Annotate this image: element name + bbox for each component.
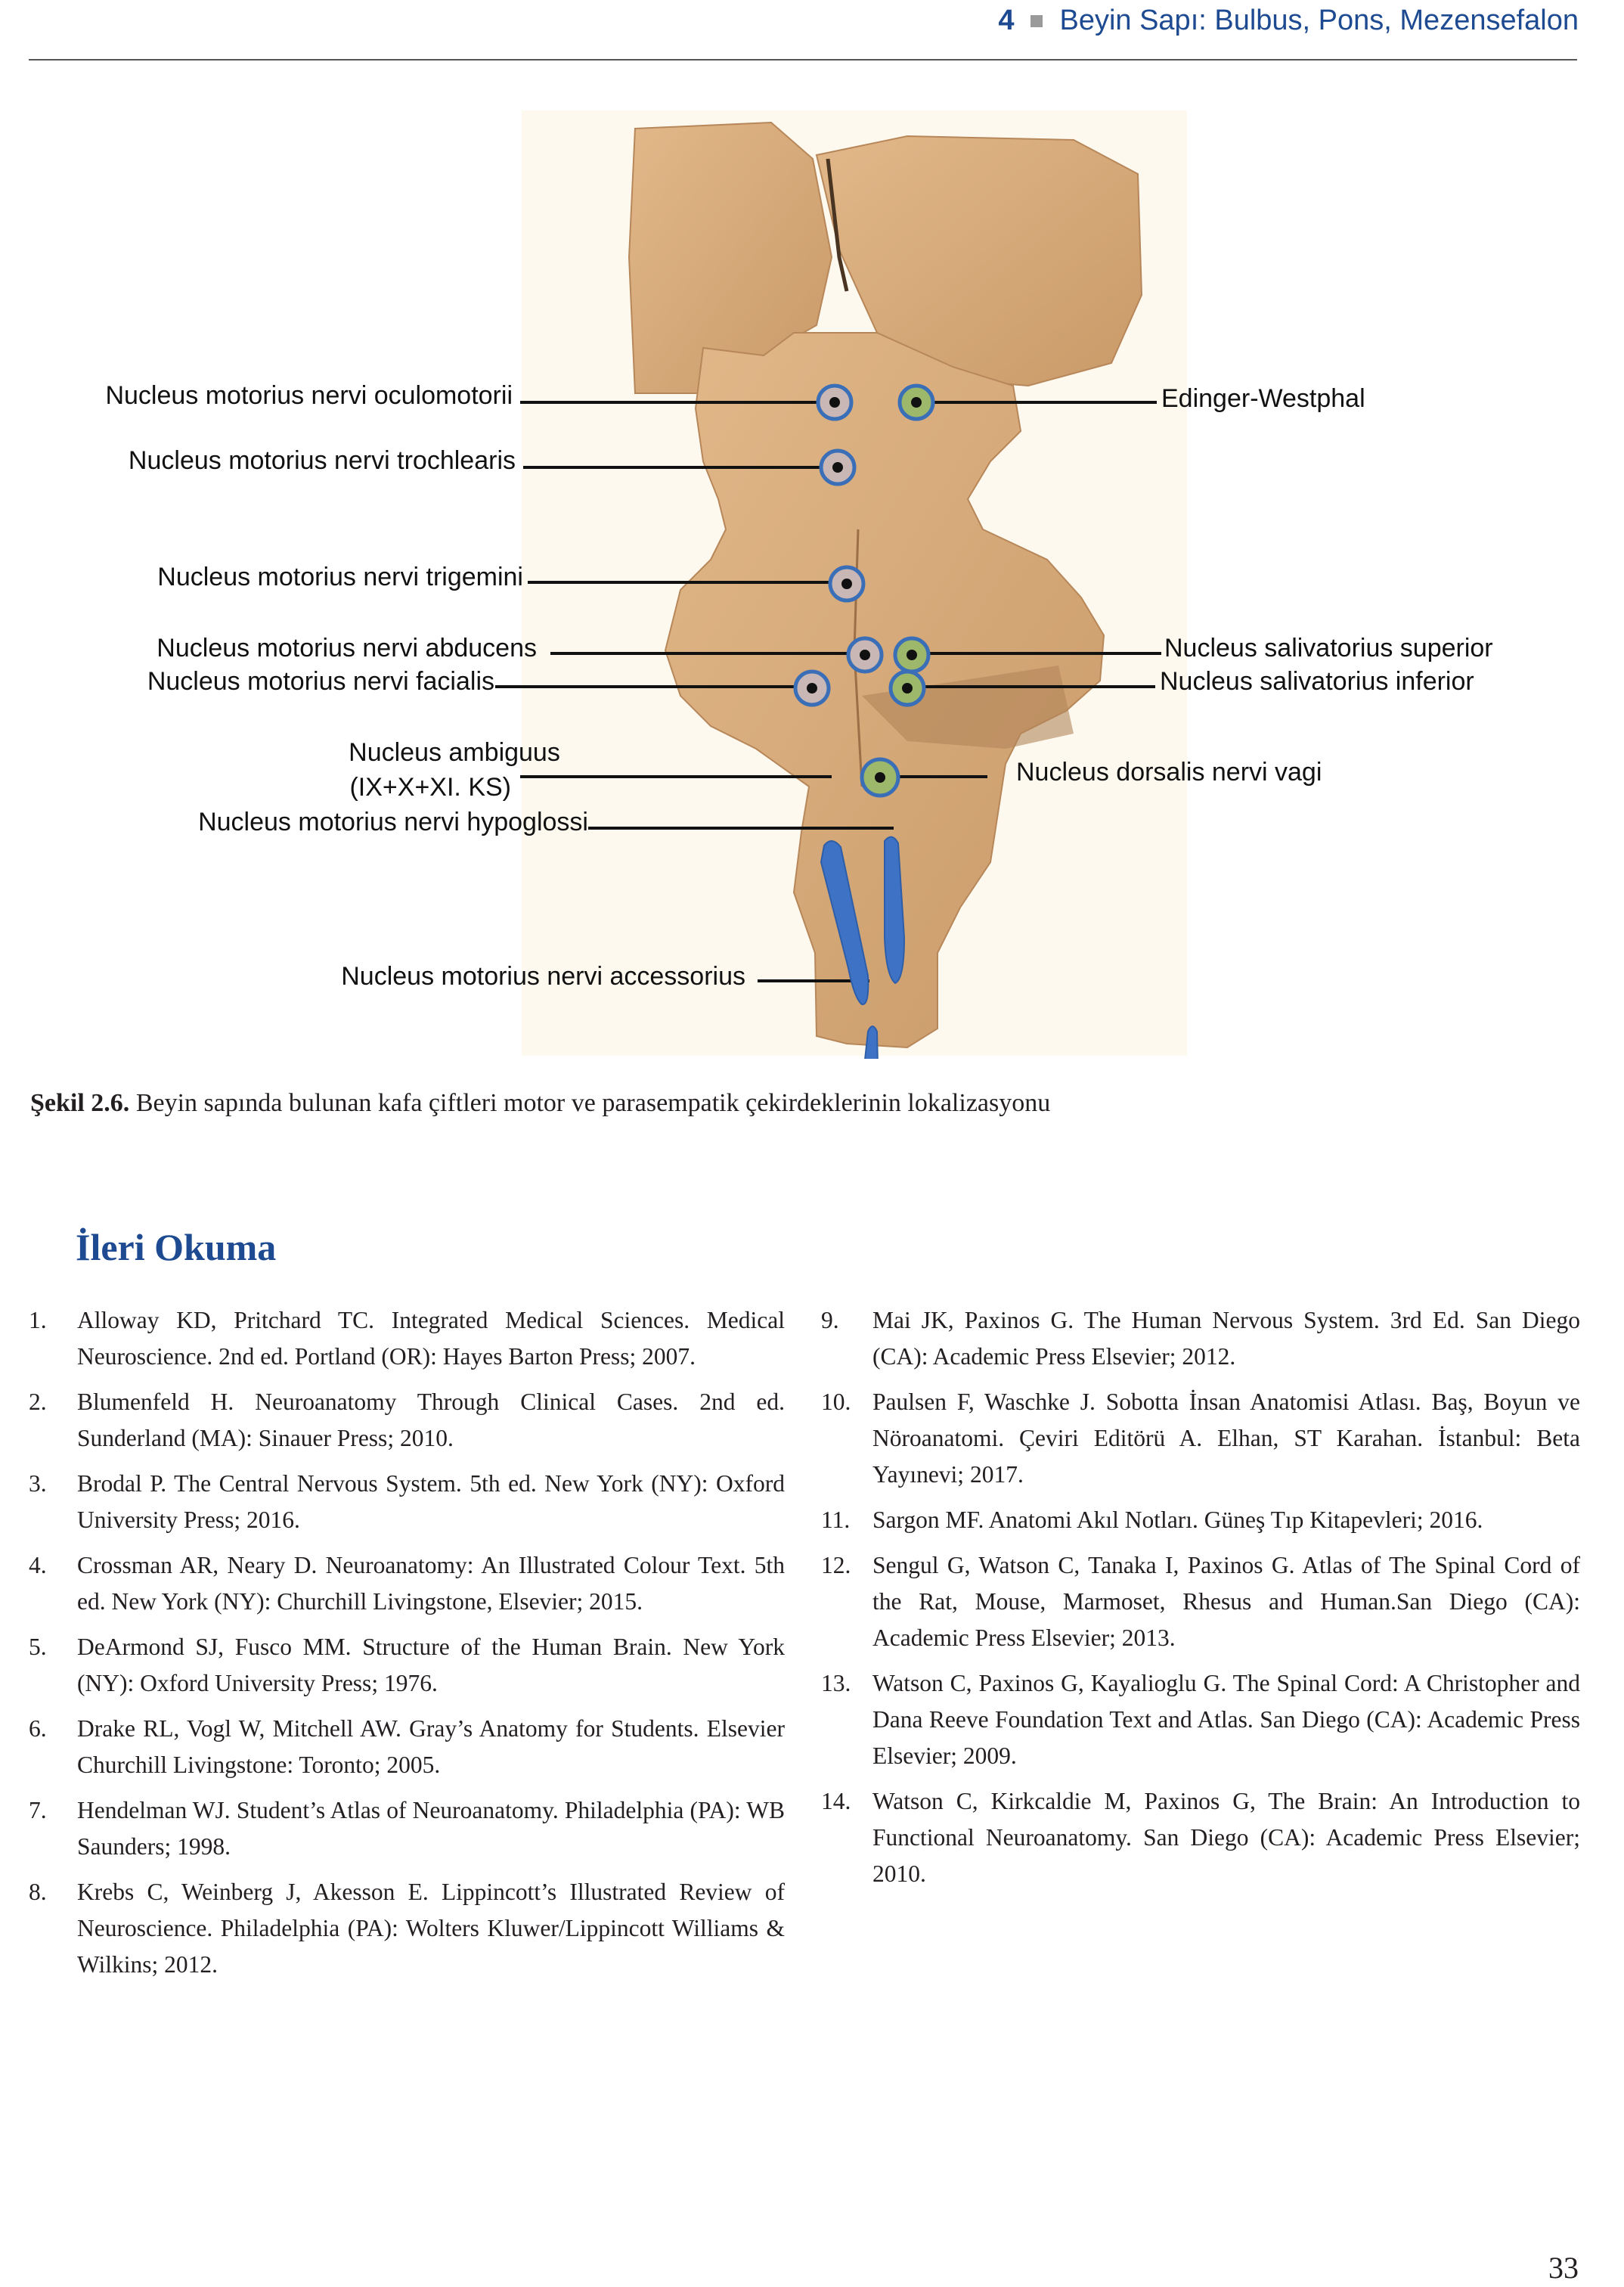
brainstem-figure	[0, 106, 1624, 1059]
reference-text: DeArmond SJ, Fusco MM. Structure of the Human Brain. New York (NY): Oxford University Press; 1976.	[77, 1634, 785, 1696]
square-bullet-icon	[1030, 15, 1043, 27]
label-trochlearis: Nucleus motorius nervi trochlearis	[128, 446, 516, 475]
reference-text: Alloway KD, Pritchard TC. Integrated Medical Sciences. Medical Neuroscience. 2nd ed. Portland (OR): Hayes Barton Press; 2007.	[77, 1307, 785, 1370]
reference-number: 12.	[821, 1552, 851, 1578]
label-abducens: Nucleus motorius nervi abducens	[157, 634, 537, 663]
page-number: 33	[1548, 2251, 1579, 2285]
reference-text: Watson C, Paxinos G, Kayalioglu G. The Spinal Cord: A Christopher and Dana Reeve Foundation Text and Atlas. San Diego (CA): Academic Press Elsevier; 2009.	[872, 1670, 1580, 1769]
reference-number: 1.	[29, 1307, 47, 1333]
reference-number: 3.	[29, 1470, 47, 1497]
label-trigemini: Nucleus motorius nervi trigemini	[157, 563, 523, 591]
marker-dot	[902, 683, 913, 694]
reference-number: 6.	[29, 1715, 47, 1742]
reference-text: Brodal P. The Central Nervous System. 5th ed. New York (NY): Oxford University Press; 2016.	[77, 1470, 785, 1533]
running-head	[998, 5, 1579, 37]
reference-number: 2.	[29, 1389, 47, 1415]
reference-text: Mai JK, Paxinos G. The Human Nervous System. 3rd Ed. San Diego (CA): Academic Press Elsevier; 2012.	[872, 1307, 1580, 1370]
reference-text: Paulsen F, Waschke J. Sobotta İnsan Anatomisi Atlası. Baş, Boyun ve Nöroanatomi. Çeviri Editörü A. Elhan, ST Karahan. İstanbul: Beta Yayınevi; 2017.	[872, 1389, 1580, 1488]
references-right-column	[821, 1302, 1580, 1901]
marker-dot	[860, 650, 870, 660]
reference-item	[821, 1547, 1580, 1656]
reference-text: Blumenfeld H. Neuroanatomy Through Clinical Cases. 2nd ed. Sunderland (MA): Sinauer Press; 2010.	[77, 1389, 785, 1451]
reference-number: 7.	[29, 1797, 47, 1823]
chapter-title: Beyin Sapı: Bulbus, Pons, Mezensefalon	[1059, 5, 1579, 36]
reference-item	[29, 1629, 785, 1702]
marker-dot	[841, 579, 852, 589]
label-hypoglossi: Nucleus motorius nervi hypoglossi	[198, 808, 588, 836]
reference-text: Crossman AR, Neary D. Neuroanatomy: An Illustrated Colour Text. 5th ed. New York (NY): Churchill Livingstone, Elsevier; 2015.	[77, 1552, 785, 1615]
label-accessorius: Nucleus motorius nervi accessorius	[341, 962, 745, 991]
marker-dot	[807, 683, 817, 694]
label-salivatorius-superior: Nucleus salivatorius superior	[1164, 634, 1493, 663]
reference-item	[29, 1466, 785, 1538]
reference-item	[29, 1547, 785, 1620]
label-edinger-westphal: Edinger-Westphal	[1161, 384, 1365, 413]
label-ambiguus: Nucleus ambiguus	[349, 738, 560, 767]
label-dorsalis-vagi: Nucleus dorsalis nervi vagi	[1016, 758, 1322, 787]
figure-caption	[30, 1089, 1050, 1118]
reference-text: Sargon MF. Anatomi Akıl Notları. Güneş Tıp Kitapevleri; 2016.	[872, 1507, 1483, 1533]
reference-text: Krebs C, Weinberg J, Akesson E. Lippincott’s Illustrated Review of Neuroscience. Philadelphia (PA): Wolters Kluwer/Lippincott Williams & Wilkins; 2012.	[77, 1879, 785, 1978]
reference-item	[821, 1502, 1580, 1538]
reference-number: 14.	[821, 1788, 851, 1814]
marker-dot	[907, 650, 917, 660]
reference-number: 4.	[29, 1552, 47, 1578]
reference-number: 10.	[821, 1389, 851, 1415]
reference-number: 13.	[821, 1670, 851, 1696]
marker-dot	[875, 772, 885, 783]
marker-dot	[832, 462, 843, 473]
chapter-number: 4	[998, 5, 1015, 36]
label-ambiguus-sub: (IX+X+XI. KS)	[349, 773, 511, 802]
reference-number: 8.	[29, 1879, 47, 1905]
caption-label: Şekil 2.6.	[30, 1089, 130, 1117]
reference-text: Watson C, Kirkcaldie M, Paxinos G, The Brain: An Introduction to Functional Neuroanatomy. San Diego (CA): Academic Press Elsevier; 2010.	[872, 1788, 1580, 1887]
reference-item	[821, 1302, 1580, 1375]
references-left-column	[29, 1302, 785, 1992]
reference-text: Hendelman WJ. Student’s Atlas of Neuroanatomy. Philadelphia (PA): WB Saunders; 1998.	[77, 1797, 785, 1860]
reference-item	[29, 1384, 785, 1457]
reference-number: 11.	[821, 1507, 851, 1533]
marker-dot	[829, 397, 840, 408]
reference-item	[29, 1302, 785, 1375]
reference-item	[29, 1711, 785, 1783]
reference-item	[29, 1792, 785, 1865]
caption-text: Beyin sapında bulunan kafa çiftleri motor ve parasempatik çekirdeklerinin lokalizasyonu	[129, 1089, 1051, 1117]
reference-text: Drake RL, Vogl W, Mitchell AW. Gray’s Anatomy for Students. Elsevier Churchill Livingstone: Toronto; 2005.	[77, 1715, 785, 1778]
marker-dot	[911, 397, 922, 408]
section-title: İleri Okuma	[76, 1226, 277, 1268]
label-oculomotorii: Nucleus motorius nervi oculomotorii	[105, 381, 513, 410]
reference-item	[29, 1874, 785, 1983]
header-divider	[29, 59, 1577, 61]
reference-text: Sengul G, Watson C, Tanaka I, Paxinos G. Atlas of The Spinal Cord of the Rat, Mouse, Marmoset, Rhesus and Human.San Diego (CA): Academic Press Elsevier; 2013.	[872, 1552, 1580, 1651]
reference-number: 9.	[821, 1307, 839, 1333]
reference-item	[821, 1384, 1580, 1493]
label-salivatorius-inferior: Nucleus salivatorius inferior	[1160, 667, 1474, 696]
reference-item	[821, 1665, 1580, 1774]
reference-item	[821, 1783, 1580, 1892]
label-facialis: Nucleus motorius nervi facialis	[147, 667, 494, 696]
reference-number: 5.	[29, 1634, 47, 1660]
